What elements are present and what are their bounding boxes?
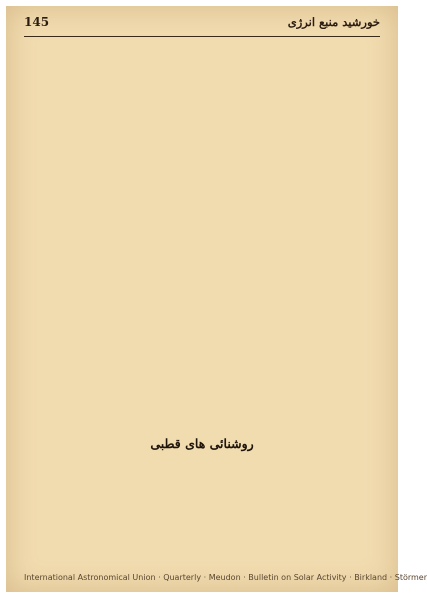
text-line (24, 42, 380, 54)
text-line (24, 316, 380, 328)
paragraph-4 (24, 337, 380, 386)
text-line (24, 54, 380, 66)
text-line (24, 198, 380, 210)
text-line (24, 588, 380, 600)
text-line (24, 349, 380, 361)
text-line (24, 361, 380, 373)
text-line (24, 255, 380, 267)
text-line (24, 304, 380, 316)
text-line (24, 242, 380, 254)
paragraph-5 (24, 394, 380, 431)
text-line (24, 600, 380, 612)
text-line (24, 153, 380, 165)
term-meudon: Meudon (208, 573, 241, 582)
term-iau: International Astronomical Union (24, 573, 156, 582)
text-line (24, 140, 380, 152)
text-line (24, 457, 380, 469)
term-birkland: Birkland (354, 573, 388, 582)
text-line (24, 67, 380, 79)
text-line (24, 230, 380, 242)
running-head: خورشید منبع انرژی (287, 15, 380, 29)
text-line (24, 279, 380, 291)
text-line (24, 267, 380, 279)
text-line (24, 538, 380, 550)
text-line (24, 292, 380, 304)
text-line (24, 177, 380, 189)
text-line (24, 373, 380, 385)
text-line (24, 506, 380, 518)
paragraph-1 (24, 42, 380, 190)
text-line (24, 128, 380, 140)
text-line (24, 481, 380, 493)
text-line (24, 469, 380, 481)
text-line (24, 551, 380, 563)
paragraph-6 (24, 457, 380, 531)
text-line (24, 406, 380, 418)
text-line (24, 494, 380, 506)
page-number: 145 (24, 15, 50, 29)
text-line (24, 165, 380, 177)
text-line (24, 337, 380, 349)
paragraph-2 (24, 198, 380, 223)
term-stormer: Störmer (394, 573, 427, 582)
text-line (24, 418, 380, 430)
latin-terms: International Astronomical Union · Quarterly · Meudon · Bulletin on Solar Activity · Birkland · Störmer (24, 573, 427, 582)
section-heading: روشنائی های قطبی (150, 435, 254, 451)
text-line (24, 394, 380, 406)
page-header (24, 14, 380, 37)
term-quarterly: Quarterly (163, 573, 202, 582)
text-line (24, 210, 380, 222)
paragraph-3 (24, 230, 380, 328)
text-line (24, 103, 380, 115)
term-bulletin: Bulletin on Solar Activity (248, 573, 347, 582)
book-page (6, 6, 427, 592)
text-line (24, 116, 380, 128)
page-body (24, 42, 427, 582)
text-line (24, 79, 380, 91)
text-line (24, 518, 380, 530)
text-line (24, 91, 380, 103)
